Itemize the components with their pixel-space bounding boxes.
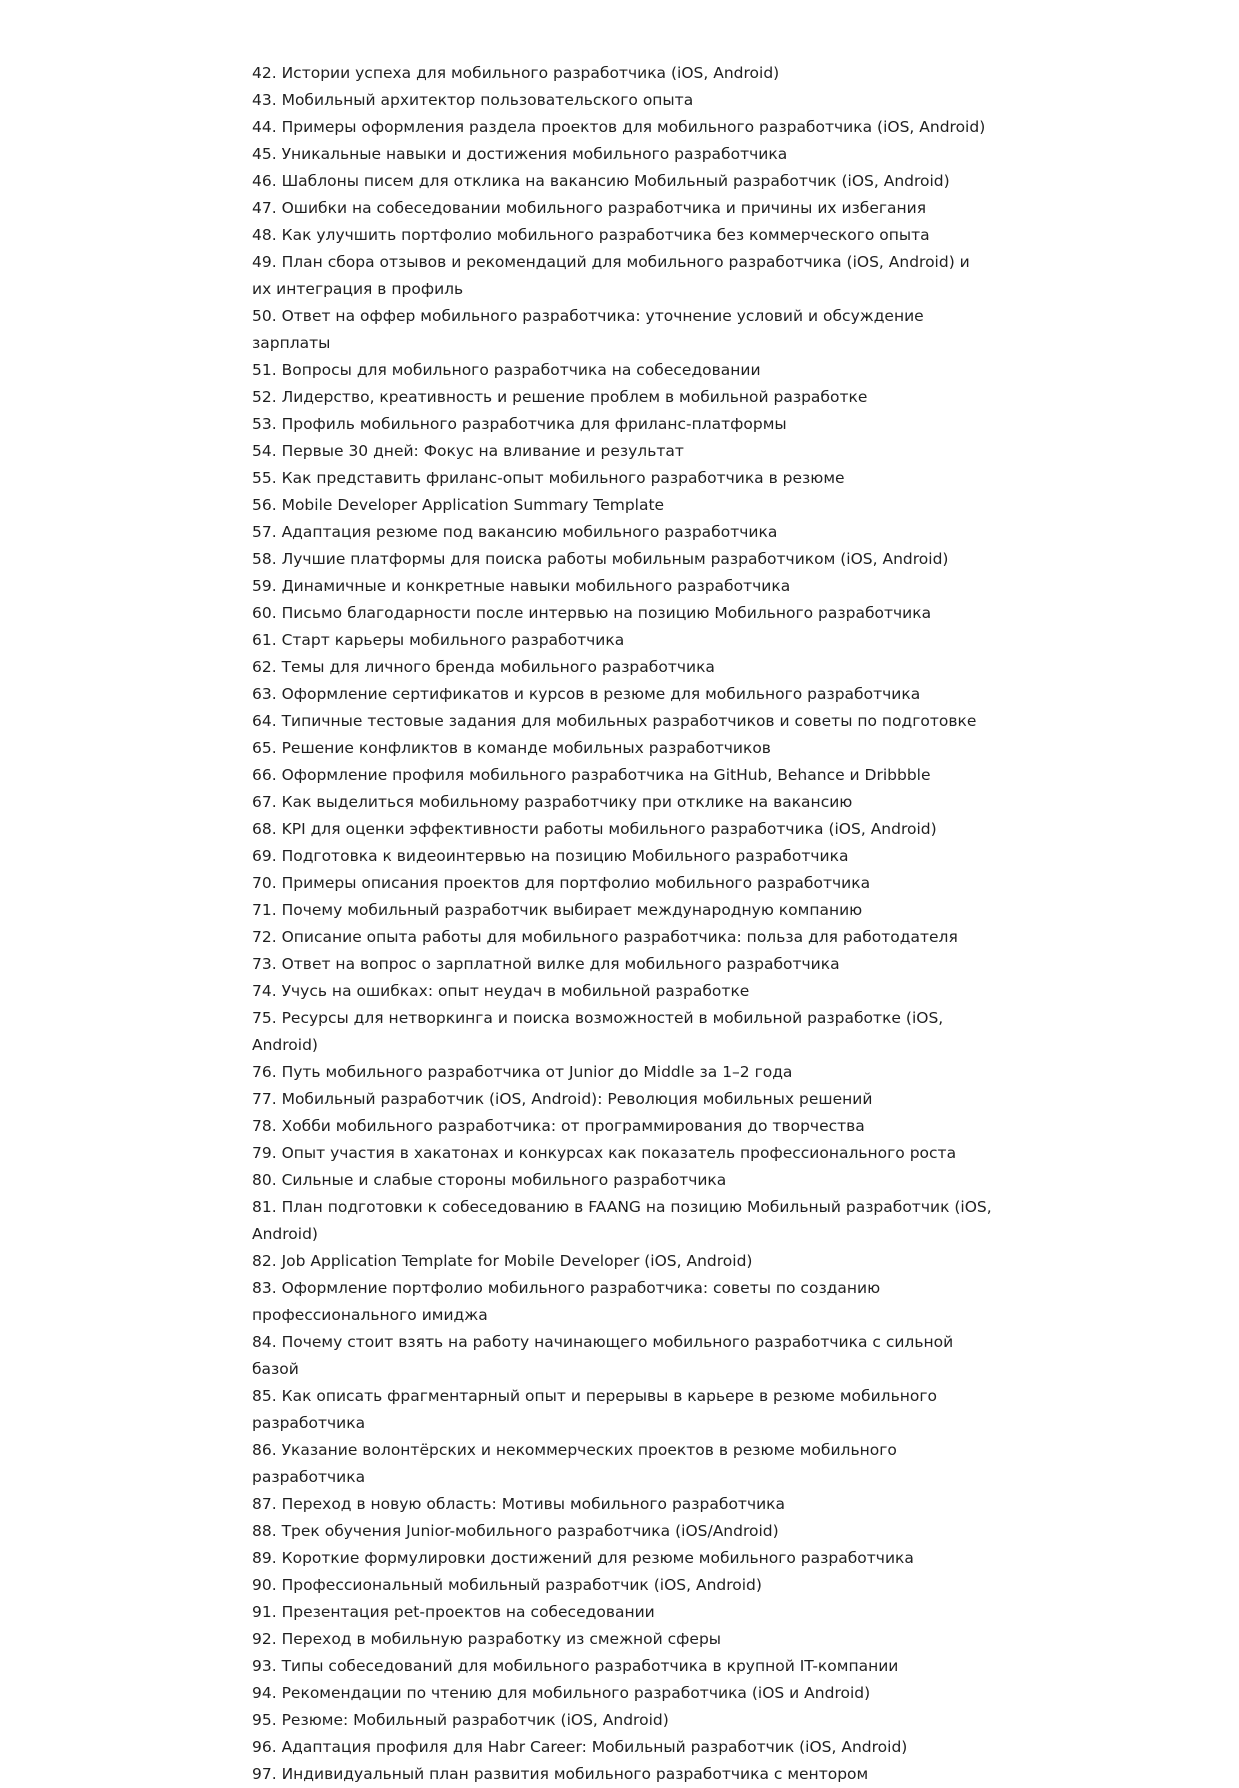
list-item: 52. Лидерство, креативность и решение проблем в мобильной разработке bbox=[252, 388, 868, 406]
list-item: 48. Как улучшить портфолио мобильного разработчика без коммерческого опыта bbox=[252, 226, 930, 244]
list-item: 61. Старт карьеры мобильного разработчика bbox=[252, 631, 625, 649]
list-item: 83. Оформление портфолио мобильного разработчика: советы по созданию профессионального имиджа bbox=[252, 1279, 881, 1324]
list-item: 73. Ответ на вопрос о зарплатной вилке для мобильного разработчика bbox=[252, 955, 840, 973]
list-item: 94. Рекомендации по чтению для мобильного разработчика (iOS и Android) bbox=[252, 1684, 871, 1702]
list-item: 78. Хобби мобильного разработчика: от программирования до творчества bbox=[252, 1117, 865, 1135]
list-item: 60. Письмо благодарности после интервью на позицию Мобильного разработчика bbox=[252, 604, 932, 622]
list-item: 69. Подготовка к видеоинтервью на позицию Мобильного разработчика bbox=[252, 847, 849, 865]
list-item: 66. Оформление профиля мобильного разработчика на GitHub, Behance и Dribbble bbox=[252, 766, 931, 784]
list-item: 93. Типы собеседований для мобильного разработчика в крупной IT-компании bbox=[252, 1657, 899, 1675]
list-item: 74. Учусь на ошибках: опыт неудач в мобильной разработке bbox=[252, 982, 750, 1000]
list-item: 86. Указание волонтёрских и некоммерческих проектов в резюме мобильного разработчика bbox=[252, 1441, 897, 1486]
list-item: 79. Опыт участия в хакатонах и конкурсах как показатель профессионального роста bbox=[252, 1144, 957, 1162]
list-item: 59. Динамичные и конкретные навыки мобильного разработчика bbox=[252, 577, 791, 595]
list-item: 46. Шаблоны писем для отклика на вакансию Мобильный разработчик (iOS, Android) bbox=[252, 172, 950, 190]
list-item: 49. План сбора отзывов и рекомендаций для мобильного разработчика (iOS, Android) и их интеграция в профиль bbox=[252, 253, 970, 298]
list-item: 42. Истории успеха для мобильного разработчика (iOS, Android) bbox=[252, 64, 780, 82]
list-item: 97. Индивидуальный план развития мобильного разработчика с ментором bbox=[252, 1765, 869, 1783]
list-item: 44. Примеры оформления раздела проектов для мобильного разработчика (iOS, Android) bbox=[252, 118, 986, 136]
list-item: 67. Как выделиться мобильному разработчику при отклике на вакансию bbox=[252, 793, 853, 811]
list-item: 90. Профессиональный мобильный разработчик (iOS, Android) bbox=[252, 1576, 762, 1594]
list-item: 80. Сильные и слабые стороны мобильного разработчика bbox=[252, 1171, 727, 1189]
list-item: 71. Почему мобильный разработчик выбирает международную компанию bbox=[252, 901, 863, 919]
list-item: 55. Как представить фриланс-опыт мобильного разработчика в резюме bbox=[252, 469, 845, 487]
list-item: 77. Мобильный разработчик (iOS, Android): Революция мобильных решений bbox=[252, 1090, 873, 1108]
list-item: 88. Трек обучения Junior-мобильного разработчика (iOS/Android) bbox=[252, 1522, 779, 1540]
list-item: 57. Адаптация резюме под вакансию мобильного разработчика bbox=[252, 523, 778, 541]
list-item: 96. Адаптация профиля для Habr Career: Мобильный разработчик (iOS, Android) bbox=[252, 1738, 908, 1756]
list-item: 72. Описание опыта работы для мобильного разработчика: польза для работодателя bbox=[252, 928, 958, 946]
list-item: 91. Презентация pet-проектов на собеседовании bbox=[252, 1603, 655, 1621]
list-item: 84. Почему стоит взять на работу начинающего мобильного разработчика с сильной базой bbox=[252, 1333, 954, 1378]
list-item: 70. Примеры описания проектов для портфолио мобильного разработчика bbox=[252, 874, 871, 892]
article-list bbox=[252, 60, 992, 1788]
list-item: 51. Вопросы для мобильного разработчика на собеседовании bbox=[252, 361, 761, 379]
list-item: 89. Короткие формулировки достижений для резюме мобильного разработчика bbox=[252, 1549, 914, 1567]
list-item: 82. Job Application Template for Mobile Developer (iOS, Android) bbox=[252, 1252, 753, 1270]
list-item: 76. Путь мобильного разработчика от Junior до Middle за 1–2 года bbox=[252, 1063, 793, 1081]
list-item: 81. План подготовки к собеседованию в FAANG на позицию Мобильный разработчик (iOS, Android) bbox=[252, 1198, 992, 1243]
list-item: 92. Переход в мобильную разработку из смежной сферы bbox=[252, 1630, 722, 1648]
list-item: 47. Ошибки на собеседовании мобильного разработчика и причины их избегания bbox=[252, 199, 927, 217]
list-item: 63. Оформление сертификатов и курсов в резюме для мобильного разработчика bbox=[252, 685, 921, 703]
list-item: 62. Темы для личного бренда мобильного разработчика bbox=[252, 658, 715, 676]
list-item: 87. Переход в новую область: Мотивы мобильного разработчика bbox=[252, 1495, 786, 1513]
list-item: 56. Mobile Developer Application Summary Template bbox=[252, 496, 665, 514]
list-item: 85. Как описать фрагментарный опыт и перерывы в карьере в резюме мобильного разработчика bbox=[252, 1387, 937, 1432]
list-item: 95. Резюме: Мобильный разработчик (iOS, Android) bbox=[252, 1711, 669, 1729]
list-item: 68. KPI для оценки эффективности работы мобильного разработчика (iOS, Android) bbox=[252, 820, 937, 838]
list-item: 75. Ресурсы для нетворкинга и поиска возможностей в мобильной разработке (iOS, Android) bbox=[252, 1009, 944, 1054]
list-item: 64. Типичные тестовые задания для мобильных разработчиков и советы по подготовке bbox=[252, 712, 977, 730]
list-item: 58. Лучшие платформы для поиска работы мобильным разработчиком (iOS, Android) bbox=[252, 550, 949, 568]
list-item: 54. Первые 30 дней: Фокус на вливание и результат bbox=[252, 442, 684, 460]
list-item: 53. Профиль мобильного разработчика для фриланс-платформы bbox=[252, 415, 787, 433]
list-item: 43. Мобильный архитектор пользовательского опыта bbox=[252, 91, 694, 109]
list-item: 45. Уникальные навыки и достижения мобильного разработчика bbox=[252, 145, 788, 163]
list-item: 50. Ответ на оффер мобильного разработчика: уточнение условий и обсуждение зарплаты bbox=[252, 307, 924, 352]
list-item: 65. Решение конфликтов в команде мобильных разработчиков bbox=[252, 739, 771, 757]
